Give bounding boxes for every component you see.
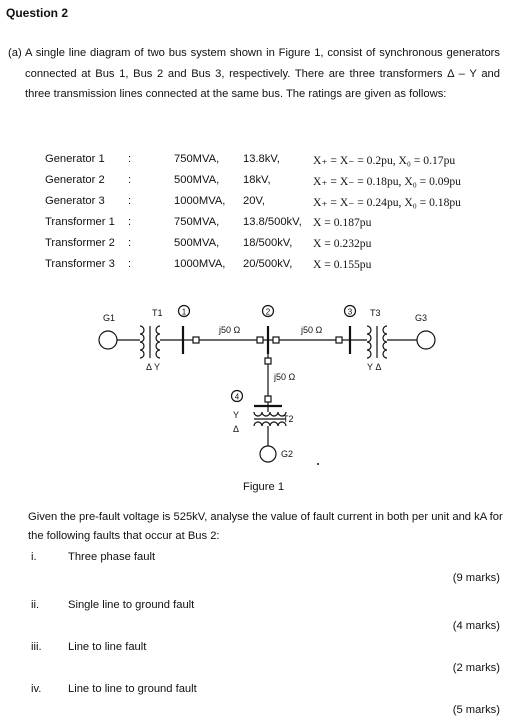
rating-params: X₊ = X₋ = 0.2pu, X₀ = 0.17pu — [313, 154, 456, 167]
rating-name: Generator 1 — [45, 153, 105, 165]
breaker — [265, 396, 271, 402]
rating-params: X₊ = X₋ = 0.24pu, X₀ = 0.18pu — [313, 196, 461, 209]
part-number: i. — [31, 551, 37, 563]
intro-paragraph — [8, 43, 500, 105]
part-text: Single line to ground fault — [68, 599, 195, 611]
figure-caption: Figure 1 — [243, 481, 285, 493]
part-marks: (5 marks) — [452, 704, 500, 716]
transformer-3-label: T3 — [370, 308, 381, 318]
bus-2-number: 2 — [265, 307, 271, 317]
generator-2-label: G2 — [281, 449, 294, 459]
breaker — [273, 337, 279, 343]
rating-colon: : — [128, 195, 132, 207]
rating-mva: 750MVA, — [174, 216, 220, 228]
rating-mva: 1000MVA, — [174, 195, 226, 207]
part-number: ii. — [31, 599, 40, 611]
question-text: Given the pre-fault voltage is 525kV, analyse the value of fault current in both per unit and kA for the following faults that occur at Bus 2: — [28, 511, 503, 542]
breaker — [265, 358, 271, 364]
transformer-1-label: T1 — [152, 308, 163, 318]
part-marks: (2 marks) — [452, 662, 500, 674]
stray-dot — [317, 463, 319, 465]
generator-2-symbol — [260, 446, 276, 462]
generator-3-symbol — [417, 331, 435, 349]
transformer-2-label: T2 — [283, 414, 294, 424]
rating-voltage: 18kV, — [243, 174, 271, 186]
bus-3-number: 3 — [347, 307, 353, 317]
rating-voltage: 18/500kV, — [243, 237, 293, 249]
rating-params: X = 0.187pu — [313, 216, 372, 229]
rating-colon: : — [128, 153, 132, 165]
rating-mva: 500MVA, — [174, 237, 220, 249]
part-text: Line to line fault — [68, 641, 147, 653]
part-marks: (9 marks) — [452, 572, 500, 584]
rating-mva: 500MVA, — [174, 174, 220, 186]
single-line-diagram — [0, 296, 506, 476]
rating-colon: : — [128, 237, 132, 249]
rating-name: Generator 3 — [45, 195, 105, 207]
breaker — [193, 337, 199, 343]
intro-text: A single line diagram of two bus system shown in Figure 1, consist of synchronous generators connected at Bus 1, Bus 2 and Bus 3, respectively. There are three transformers Δ – Y and three transmission lines connected at the same bus. The ratings are given as follows: — [25, 47, 500, 100]
bus-4-number: 4 — [234, 392, 240, 402]
line-2-4-impedance: j50 Ω — [274, 372, 296, 382]
transformer-2-connection-bottom: Δ — [233, 424, 240, 434]
transformer-2-connection-top: Y — [233, 410, 240, 420]
rating-colon: : — [128, 174, 132, 186]
rating-params: X = 0.155pu — [313, 258, 372, 271]
generator-1-label: G1 — [103, 313, 116, 323]
part-marks: (4 marks) — [452, 620, 500, 632]
line-1-2-impedance: j50 Ω — [219, 325, 241, 335]
transformer-1-symbol — [140, 326, 160, 358]
rating-voltage: 13.8/500kV, — [243, 216, 302, 228]
transformer-3-symbol — [367, 326, 387, 358]
rating-mva: 750MVA, — [174, 153, 220, 165]
rating-params: X₊ = X₋ = 0.18pu, X₀ = 0.09pu — [313, 175, 461, 188]
transformer-3-connection: Y Δ — [367, 362, 382, 372]
rating-voltage: 20V, — [243, 195, 265, 207]
breaker — [336, 337, 342, 343]
rating-name: Generator 2 — [45, 174, 105, 186]
generator-1-symbol — [99, 331, 117, 349]
generator-3-label: G3 — [415, 313, 428, 323]
rating-colon: : — [128, 216, 132, 228]
part-text: Line to line to ground fault — [68, 683, 197, 695]
transformer-2-symbol — [254, 412, 286, 426]
part-number: iii. — [31, 641, 42, 653]
rating-mva: 1000MVA, — [174, 258, 226, 270]
part-text: Three phase fault — [68, 551, 156, 563]
transformer-1-connection: Δ Y — [146, 362, 161, 372]
rating-name: Transformer 2 — [45, 237, 115, 249]
line-2-3-impedance: j50 Ω — [301, 325, 323, 335]
rating-name: Transformer 3 — [45, 258, 115, 270]
rating-colon: : — [128, 258, 132, 270]
part-number: iv. — [31, 683, 42, 695]
rating-voltage: 13.8kV, — [243, 153, 280, 165]
rating-name: Transformer 1 — [45, 216, 115, 228]
rating-params: X = 0.232pu — [313, 237, 372, 250]
breaker — [257, 337, 263, 343]
bus-1-number: 1 — [181, 307, 187, 317]
question-heading: Question 2 — [6, 6, 69, 20]
intro-label: (a) — [8, 47, 22, 59]
rating-voltage: 20/500kV, — [243, 258, 293, 270]
